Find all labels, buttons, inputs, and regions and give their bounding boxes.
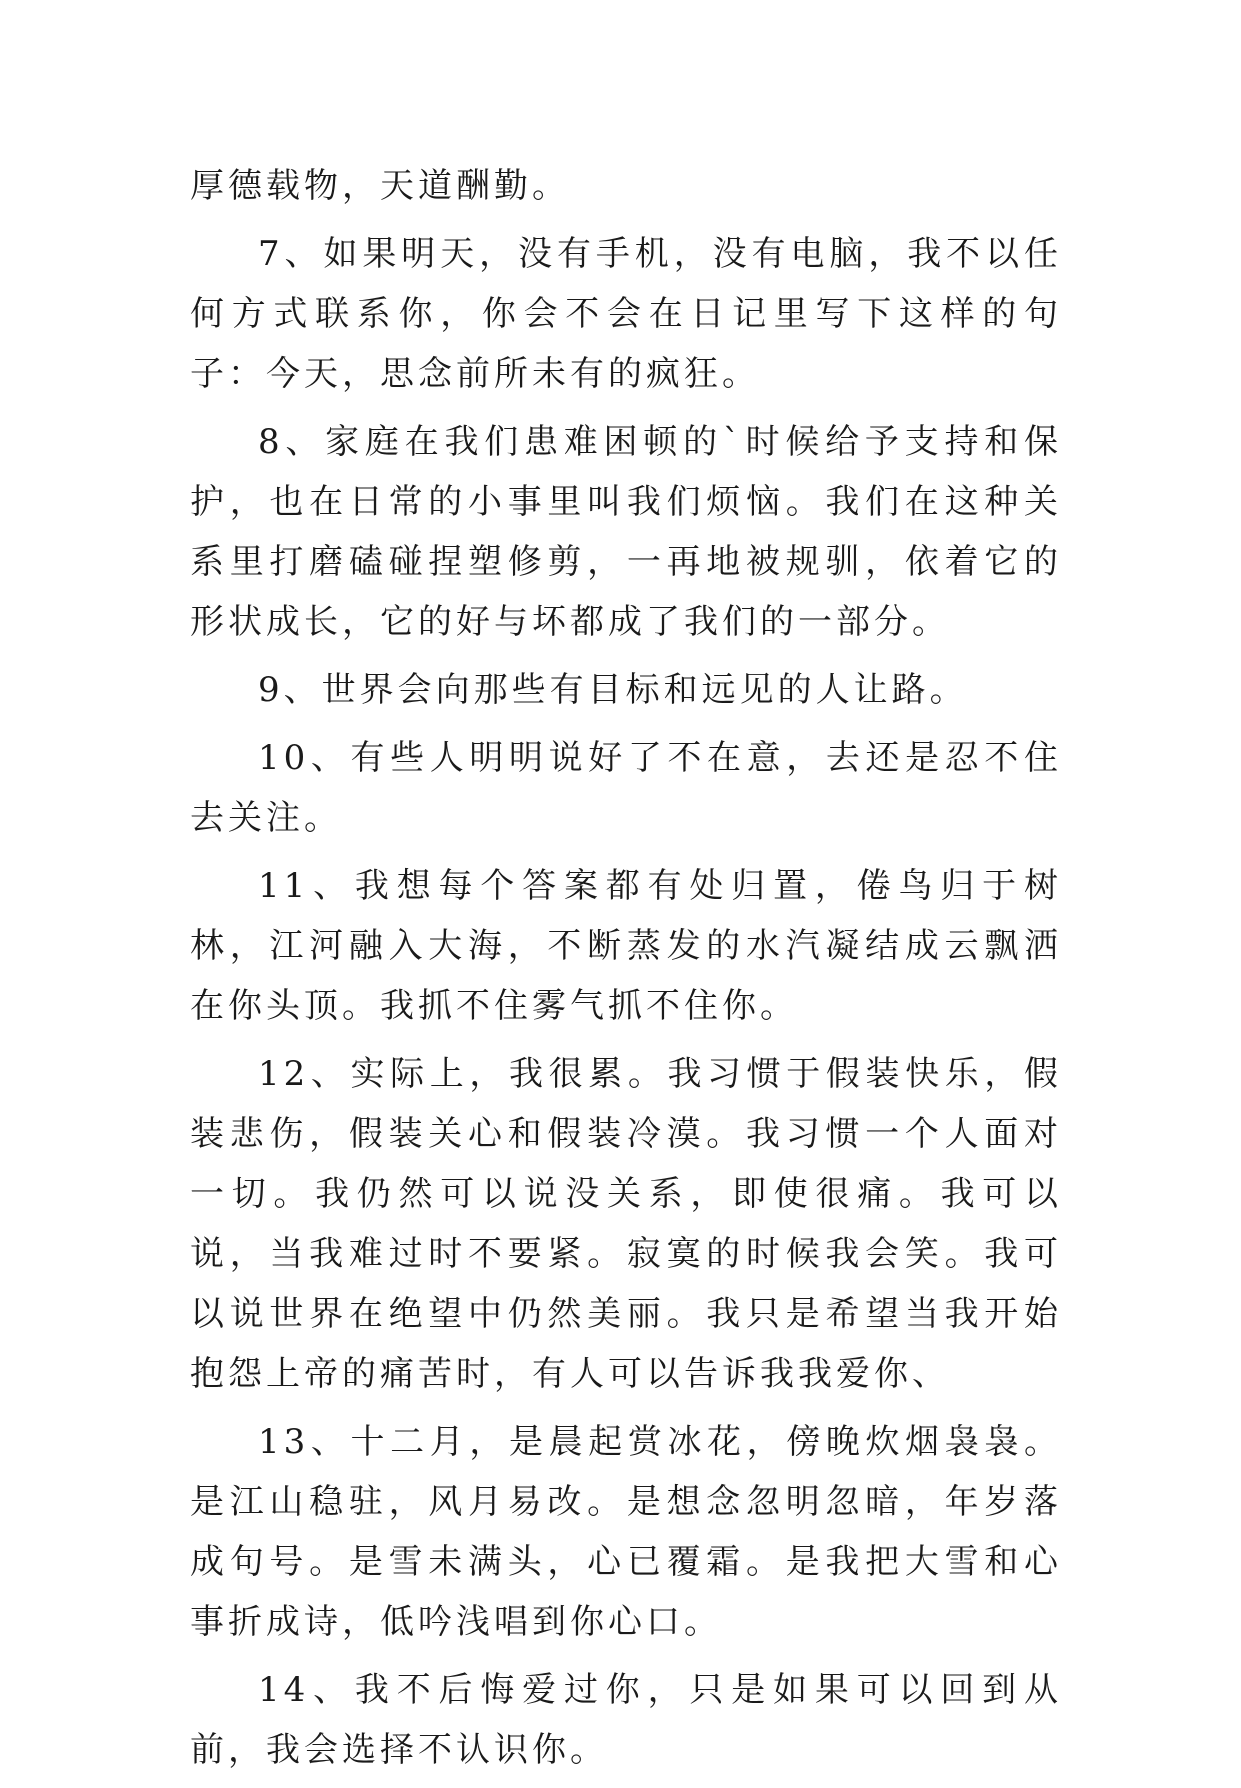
paragraph-11: 11、我想每个答案都有处归置，倦鸟归于树林，江河融入大海，不断蒸发的水汽凝结成云飘洒在你头顶。我抓不住雾气抓不住你。	[190, 866, 1062, 1026]
paragraph-9: 9、世界会向那些有目标和远见的人让路。	[258, 670, 968, 710]
paragraph-14: 14、我不后悔爱过你，只是如果可以回到从前，我会选择不认识你。	[190, 1670, 1062, 1770]
paragraph-13: 13、十二月，是晨起赏冰花，傍晚炊烟袅袅。是江山稳驻，风月易改。是想念忽明忽暗，年岁落成句号。是雪未满头，心已覆霜。是我把大雪和心事折成诗，低吟浅唱到你心口。	[190, 1422, 1062, 1642]
paragraph-8: 8、家庭在我们患难困顿的`时候给予支持和保护，也在日常的小事里叫我们烦恼。我们在这种关系里打磨磕碰捏塑修剪，一再地被规驯，依着它的形状成长，它的好与坏都成了我们的一部分。	[190, 422, 1062, 642]
paragraph-7: 7、如果明天，没有手机，没有电脑，我不以任何方式联系你，你会不会在日记里写下这样的句子：今天，思念前所未有的疯狂。	[190, 234, 1062, 394]
paragraph-intro-fragment: 厚德载物，天道酬勤。	[190, 166, 570, 206]
paragraph-12: 12、实际上，我很累。我习惯于假装快乐，假装悲伤，假装关心和假装冷漠。我习惯一个人面对一切。我仍然可以说没关系，即使很痛。我可以说，当我难过时不要紧。寂寞的时候我会笑。我可以说世界在绝望中仍然美丽。我只是希望当我开始抱怨上帝的痛苦时，有人可以告诉我我爱你、	[190, 1054, 1062, 1394]
paragraph-10: 10、有些人明明说好了不在意，去还是忍不住去关注。	[190, 738, 1062, 838]
document-body	[190, 156, 1062, 1788]
